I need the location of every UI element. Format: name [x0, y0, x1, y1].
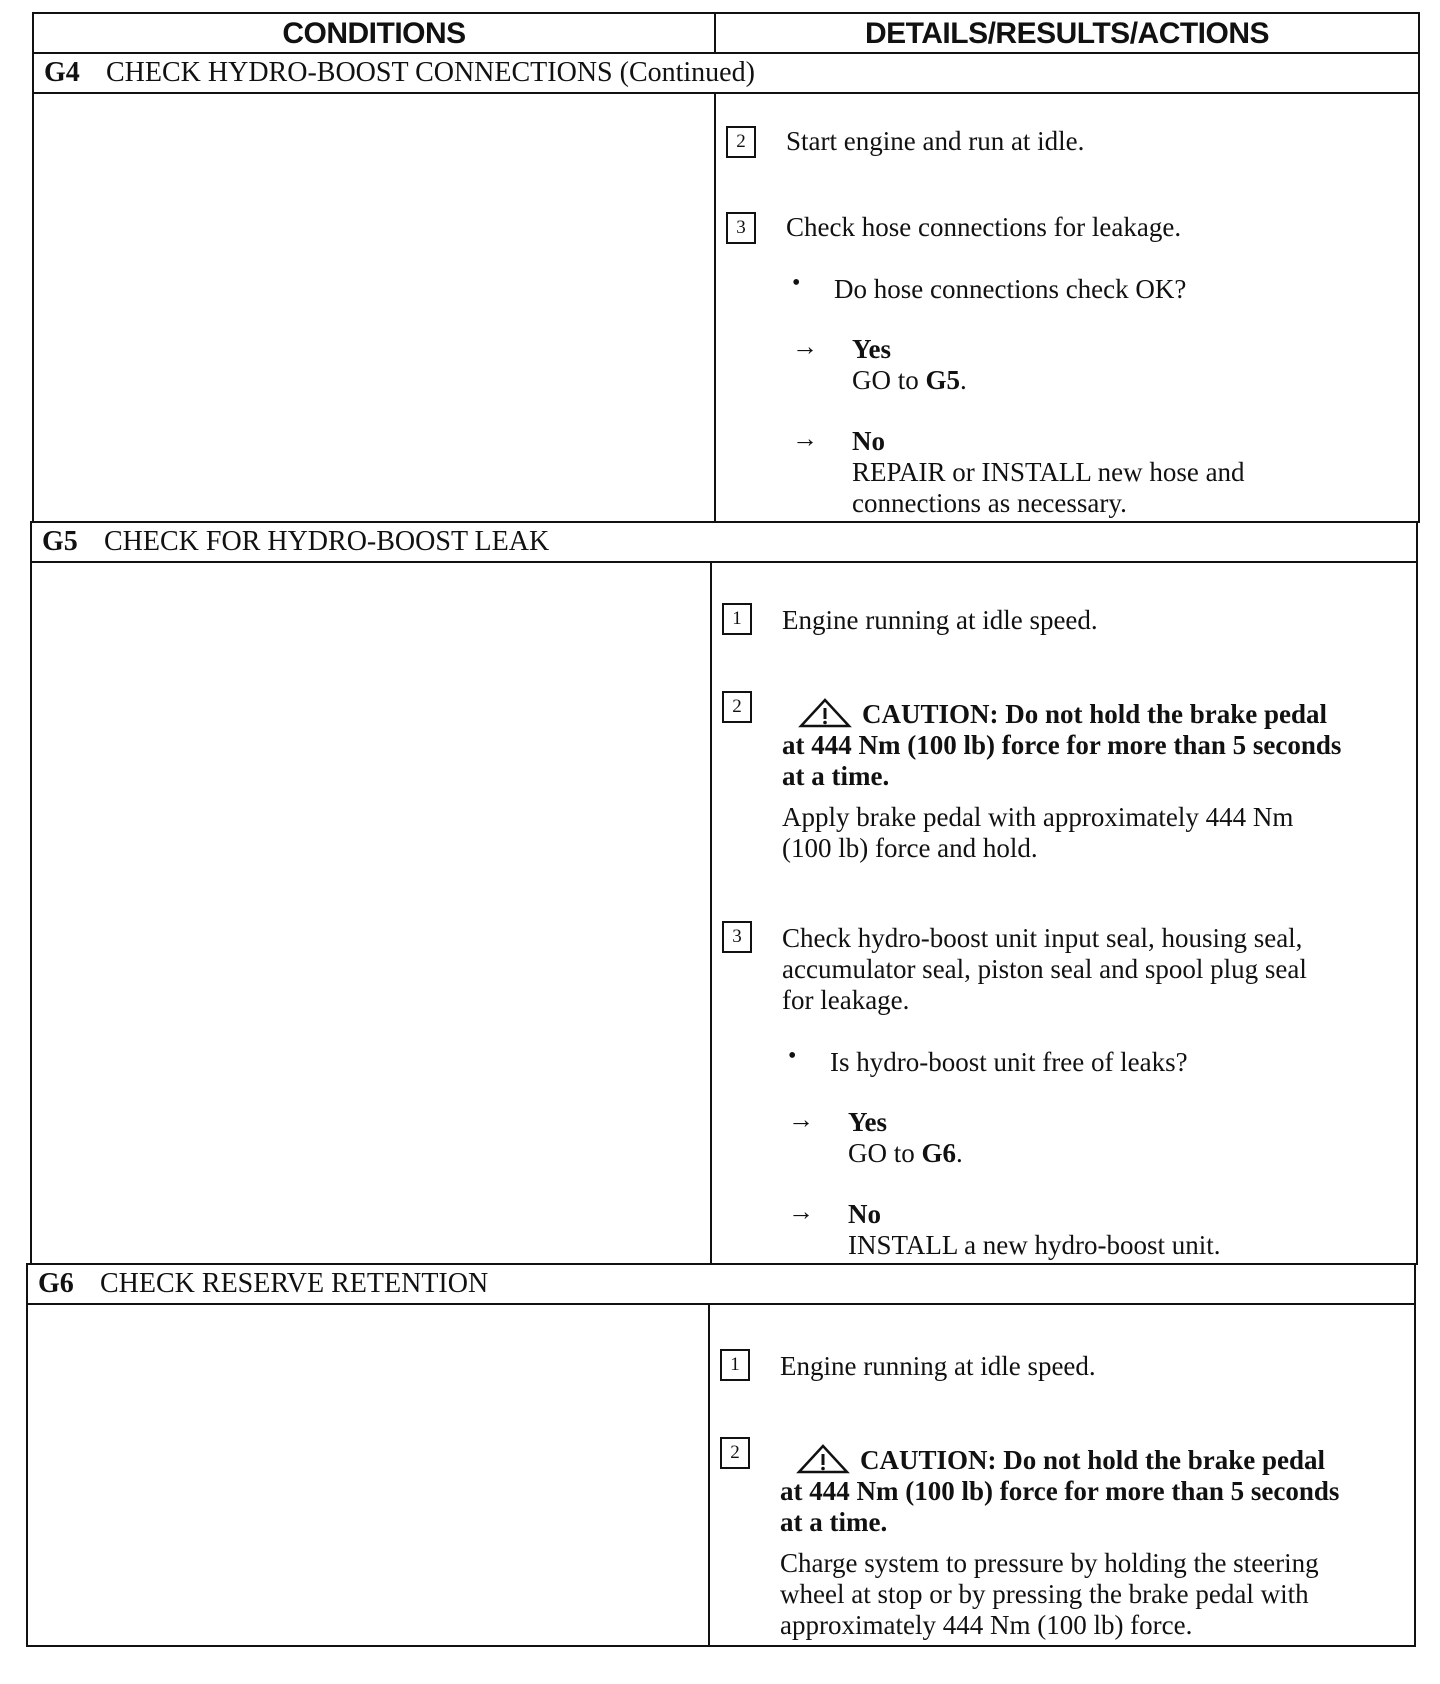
- right-arrow-icon: →: [792, 332, 818, 361]
- section-title-text: CHECK HYDRO-BOOST CONNECTIONS (Continued): [106, 57, 755, 88]
- no-action-line: REPAIR or INSTALL new hose and: [852, 457, 1245, 487]
- step-text: wheel at stop or by pressing the brake pedal with: [780, 1579, 1309, 1609]
- question-text: Is hydro-boost unit free of leaks?: [830, 1047, 1188, 1077]
- step-number-box: 3: [722, 921, 752, 953]
- yes-action-text: GO to: [848, 1138, 922, 1168]
- right-arrow-icon: →: [788, 1197, 814, 1226]
- caution-text: CAUTION: Do not hold the brake pedal: [862, 699, 1328, 729]
- table-header: [32, 12, 1420, 54]
- step-text: (100 lb) force and hold.: [782, 833, 1038, 863]
- step-text: Check hose connections for leakage.: [786, 212, 1182, 242]
- question-text: Do hose connections check OK?: [834, 274, 1187, 304]
- section-g6: [26, 1263, 1416, 1647]
- caution-triangle-icon: [798, 697, 852, 729]
- section-title-text: CHECK FOR HYDRO-BOOST LEAK: [104, 526, 550, 557]
- step-number-box: 2: [726, 126, 756, 158]
- no-label: No: [848, 1199, 881, 1229]
- yes-action-post: .: [960, 365, 967, 395]
- yes-action: [848, 1138, 963, 1169]
- step-text: accumulator seal, piston seal and spool plug seal: [782, 954, 1307, 984]
- section-id: G4: [44, 57, 80, 88]
- step-number-box: 2: [722, 691, 752, 723]
- section-g4: [32, 52, 1420, 523]
- step-number-box: 1: [722, 603, 752, 635]
- caution-text: CAUTION: Do not hold the brake pedal: [860, 1445, 1326, 1475]
- step-number-box: 2: [720, 1437, 750, 1469]
- section-g6-title: [28, 1265, 1414, 1305]
- step-number-box: 1: [720, 1349, 750, 1381]
- step-text: Apply brake pedal with approximately 444 Nm: [782, 802, 1294, 832]
- yes-action: [852, 365, 967, 396]
- yes-label: Yes: [848, 1107, 887, 1137]
- right-arrow-icon: →: [788, 1105, 814, 1134]
- caution-text: at 444 Nm (100 lb) force for more than 5 seconds: [782, 730, 1342, 760]
- section-id: G5: [42, 526, 78, 557]
- section-g4-title: [34, 54, 1418, 94]
- column-divider: [708, 1303, 710, 1645]
- yes-action-target: G6: [921, 1138, 957, 1168]
- caution-text: at 444 Nm (100 lb) force for more than 5 seconds: [780, 1476, 1340, 1506]
- step-text: Start engine and run at idle.: [786, 126, 1085, 156]
- yes-label: Yes: [852, 334, 891, 364]
- caution-triangle-icon: [796, 1443, 850, 1475]
- step-text: for leakage.: [782, 985, 910, 1015]
- yes-action-post: .: [956, 1138, 963, 1168]
- right-arrow-icon: →: [792, 424, 818, 453]
- step-text: approximately 444 Nm (100 lb) force.: [780, 1610, 1193, 1640]
- no-label: No: [852, 426, 885, 456]
- no-action-line: connections as necessary.: [852, 488, 1127, 518]
- step-text: Engine running at idle speed.: [782, 605, 1098, 635]
- yes-action-text: GO to: [852, 365, 926, 395]
- section-g5: [30, 521, 1418, 1265]
- section-title-text: CHECK RESERVE RETENTION: [100, 1268, 489, 1299]
- details-column-header: DETAILS/RESULTS/ACTIONS: [864, 17, 1270, 50]
- column-divider: [710, 561, 712, 1263]
- column-divider: [714, 92, 716, 521]
- step-text: Engine running at idle speed.: [780, 1351, 1096, 1381]
- step-number-box: 3: [726, 212, 756, 244]
- conditions-column-header: CONDITIONS: [34, 14, 716, 52]
- section-id: G6: [38, 1268, 74, 1299]
- bullet-icon: •: [792, 270, 801, 296]
- caution-text: at a time.: [780, 1507, 888, 1537]
- section-g5-title: [32, 523, 1416, 563]
- step-text: Check hydro-boost unit input seal, housing seal,: [782, 923, 1303, 953]
- bullet-icon: •: [788, 1043, 797, 1069]
- caution-text: at a time.: [782, 761, 890, 791]
- no-action-line: INSTALL a new hydro-boost unit.: [848, 1230, 1221, 1260]
- step-text: Charge system to pressure by holding the steering: [780, 1548, 1319, 1578]
- yes-action-target: G5: [925, 365, 961, 395]
